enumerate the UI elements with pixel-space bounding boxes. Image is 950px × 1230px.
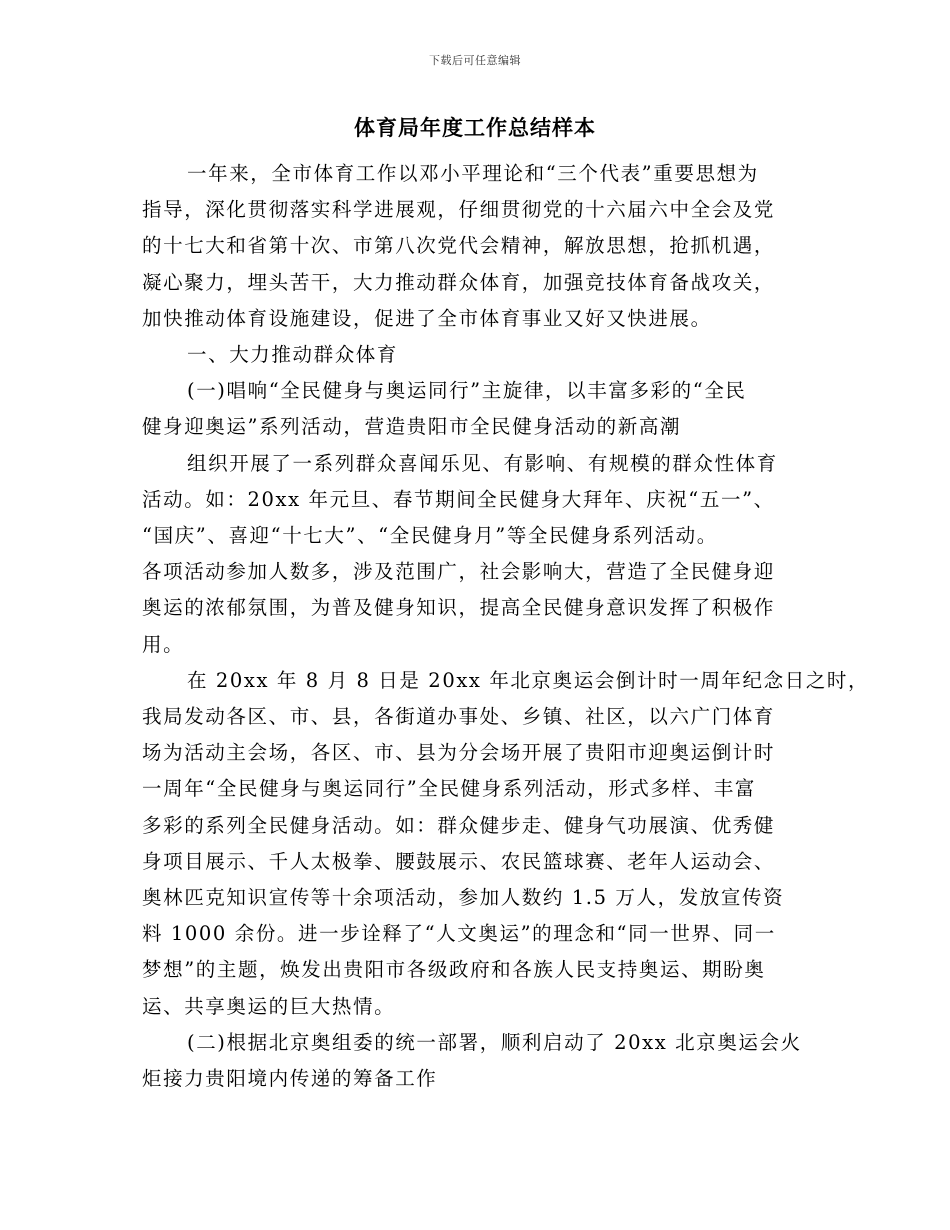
body-line: 各项活动参加人数多，涉及范围广，社会影响大，营造了全民健身迎 (142, 560, 776, 584)
body-line: 我局发动各区、市、县，各街道办事处、乡镇、社区，以六广门体育 (142, 705, 776, 729)
body-line: 在 20xx 年 8 月 8 日是 20xx 年北京奥运会倒计时一周年纪念日之时， (187, 668, 870, 692)
subsection-heading: (二)根据北京奥组委的统一部署，顺利启动了 20xx 北京奥运会火 (187, 1030, 802, 1054)
body-line: 奥运的浓郁氛围，为普及健身知识，提高全民健身意识发挥了积极作 (142, 596, 776, 620)
body-line: 加快推动体育设施建设，促进了全市体育事业又好又快进展。 (142, 306, 712, 330)
body-line: 的十七大和省第十次、市第八次党代会精神，解放思想，抢抓机遇， (142, 234, 776, 258)
subsection-heading: 炬接力贵阳境内传递的筹备工作 (142, 1067, 438, 1091)
body-line: “国庆”、喜迎“十七大”、“全民健身月”等全民健身系列活动。 (142, 524, 718, 548)
section-heading: 一、大力推动群众体育 (187, 343, 399, 367)
body-line: 组织开展了一系列群众喜闻乐见、有影响、有规模的群众性体育 (187, 451, 778, 475)
header-note: 下载后可任意编辑 (429, 54, 521, 67)
document-title: 体育局年度工作总结样本 (354, 115, 596, 140)
body-line: 多彩的系列全民健身活动。如：群众健步走、健身气功展演、优秀健 (142, 813, 776, 837)
body-line: 一年来，全市体育工作以邓小平理论和“三个代表”重要思想为 (187, 162, 759, 185)
body-line: 用。 (142, 632, 185, 656)
subsection-heading: 健身迎奥运”系列活动，营造贵阳市全民健身活动的新高潮 (142, 415, 682, 439)
body-line: 运、共享奥运的巨大热情。 (142, 994, 396, 1018)
body-line: 凝心聚力，埋头苦干，大力推动群众体育，加强竞技体育备战攻关， (142, 270, 776, 294)
body-line: 身项目展示、千人太极拳、腰鼓展示、农民篮球赛、老年人运动会、 (142, 849, 776, 873)
body-line: 梦想”的主题，焕发出贵阳市各级政府和各族人民支持奥运、期盼奥 (142, 958, 766, 982)
body-line: 场为活动主会场，各区、市、县为分会场开展了贵阳市迎奥运倒计时 (142, 741, 776, 765)
body-line: 指导，深化贯彻落实科学进展观，仔细贯彻党的十六届六中全会及党 (142, 198, 776, 222)
subsection-heading: (一)唱响“全民健身与奥运同行”主旋律，以丰富多彩的“全民 (187, 379, 747, 403)
document-body (142, 156, 870, 1097)
body-line: 活动。如：20xx 年元旦、春节期间全民健身大拜年、庆祝“五一”、 (142, 487, 775, 511)
body-line: 料 1000 余份。进一步诠释了“人文奥运”的理念和“同一世界、同一 (142, 922, 776, 946)
body-line: 奥林匹克知识宣传等十余项活动，参加人数约 1.5 万人，发放宣传资 (142, 886, 785, 910)
body-line: 一周年“全民健身与奥运同行”全民健身系列活动，形式多样、丰富 (142, 777, 756, 801)
